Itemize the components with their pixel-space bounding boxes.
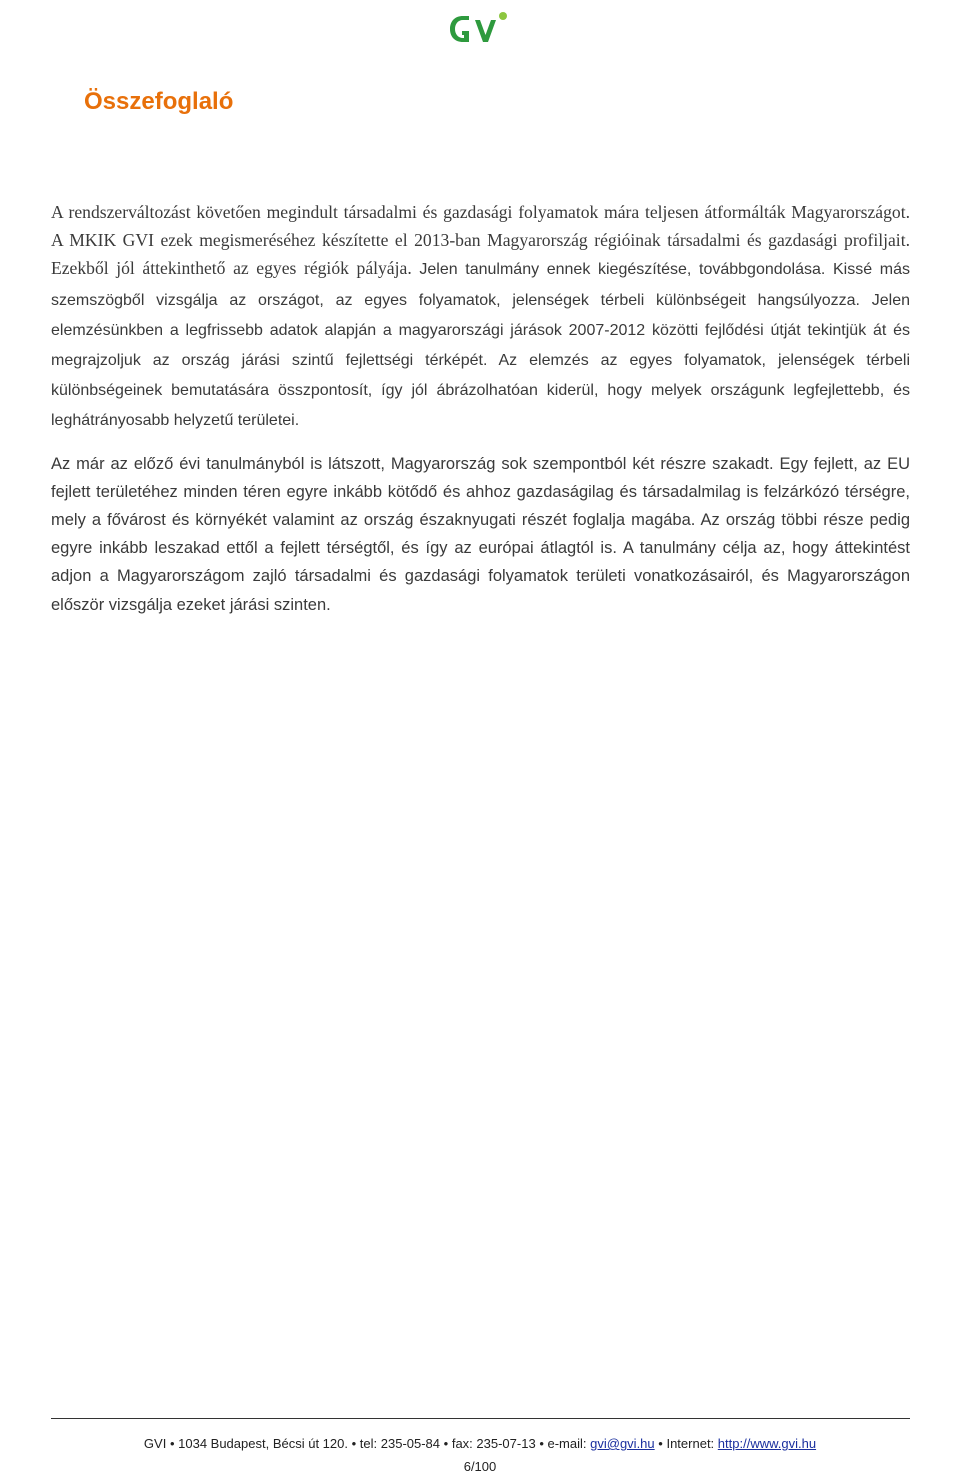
footer-bullet: • (658, 1436, 663, 1451)
footer-bullet: • (351, 1436, 357, 1451)
footer-url-link[interactable]: http://www.gvi.hu (717, 1436, 817, 1451)
footer-email-label: e-mail: (547, 1436, 587, 1451)
gvi-logo (445, 4, 517, 48)
footer-bullet: • (443, 1436, 449, 1451)
logo-g-shape (450, 16, 469, 42)
summary-body (51, 198, 910, 633)
page-title: Összefoglaló (84, 88, 234, 115)
footer-email-link[interactable]: gvi@gvi.hu (590, 1436, 655, 1451)
footer-internet-label: Internet: (666, 1436, 715, 1451)
paragraph-1 (51, 198, 910, 436)
footer-divider (51, 1418, 910, 1419)
paragraph-1-intro: A rendszerváltozást követően megindult társadalmi és gazdasági folyamatok mára teljesen átformálták Magyarországot. A MKIK GVI ezek megismeréséhez készítette el 2013-ban Magyarország régióinak társadalmi és gazdasági profiljait. Ezekből jól áttekinthető az egyes régiók pályája. (51, 202, 910, 279)
logo-dot (499, 12, 507, 20)
footer-bullet: • (539, 1436, 544, 1451)
paragraph-1-main: Jelen tanulmány ennek kiegészítése, továbbgondolása. Kissé más szemszögből vizsgálja az országot, az egyes folyamatok, jelenségek térbeli különbségeit hangsúlyozza. Jelen elemzésünkben a legfrissebb adatok alapján a magyarországi járások 2007-2012 közötti fejlődési útját tekintjük át és megrajzoljuk az ország járási szintű fejlettségi térképét. Az elemzés az egyes folyamatok, jelenségek térbeli különbségeinek bemutatására összpontosít, így jól ábrázolhatóan kiderül, hogy melyek országunk legfejlettebb, és leghátrányosabb helyzetű területei. (51, 261, 911, 430)
footer-bullet: • (169, 1436, 175, 1451)
footer-fax: fax: 235-07-13 (451, 1436, 536, 1451)
footer-tel: tel: 235-05-84 (359, 1436, 441, 1451)
footer-org: GVI (143, 1436, 167, 1451)
paragraph-2: Az már az előző évi tanulmányból is látszott, Magyarország sok szempontból két részre szakadt. Egy fejlett, az EU fejlett területéhez minden téren egyre inkább kötődő és ahhoz gazdaságilag és társadalmilag is felzárkózó térségre, mely a fővárost és környékét valamint az ország északnyugati részét foglalja magába. Az ország többi része pedig egyre inkább leszakad ettől a fejlett térségtől, és így az európai átlagtól is. A tanulmány célja az, hogy áttekintést adjon a Magyarországom zajló társadalmi és gazdasági folyamatok területi vonatkozásairól, és Magyarországon először vizsgálja ezeket járási szinten. (51, 454, 910, 614)
footer-contact (0, 1436, 960, 1451)
logo-v-shape (475, 20, 496, 42)
footer-address: 1034 Budapest, Bécsi út 120. (178, 1436, 348, 1451)
page-number: 6/100 (463, 1459, 497, 1474)
